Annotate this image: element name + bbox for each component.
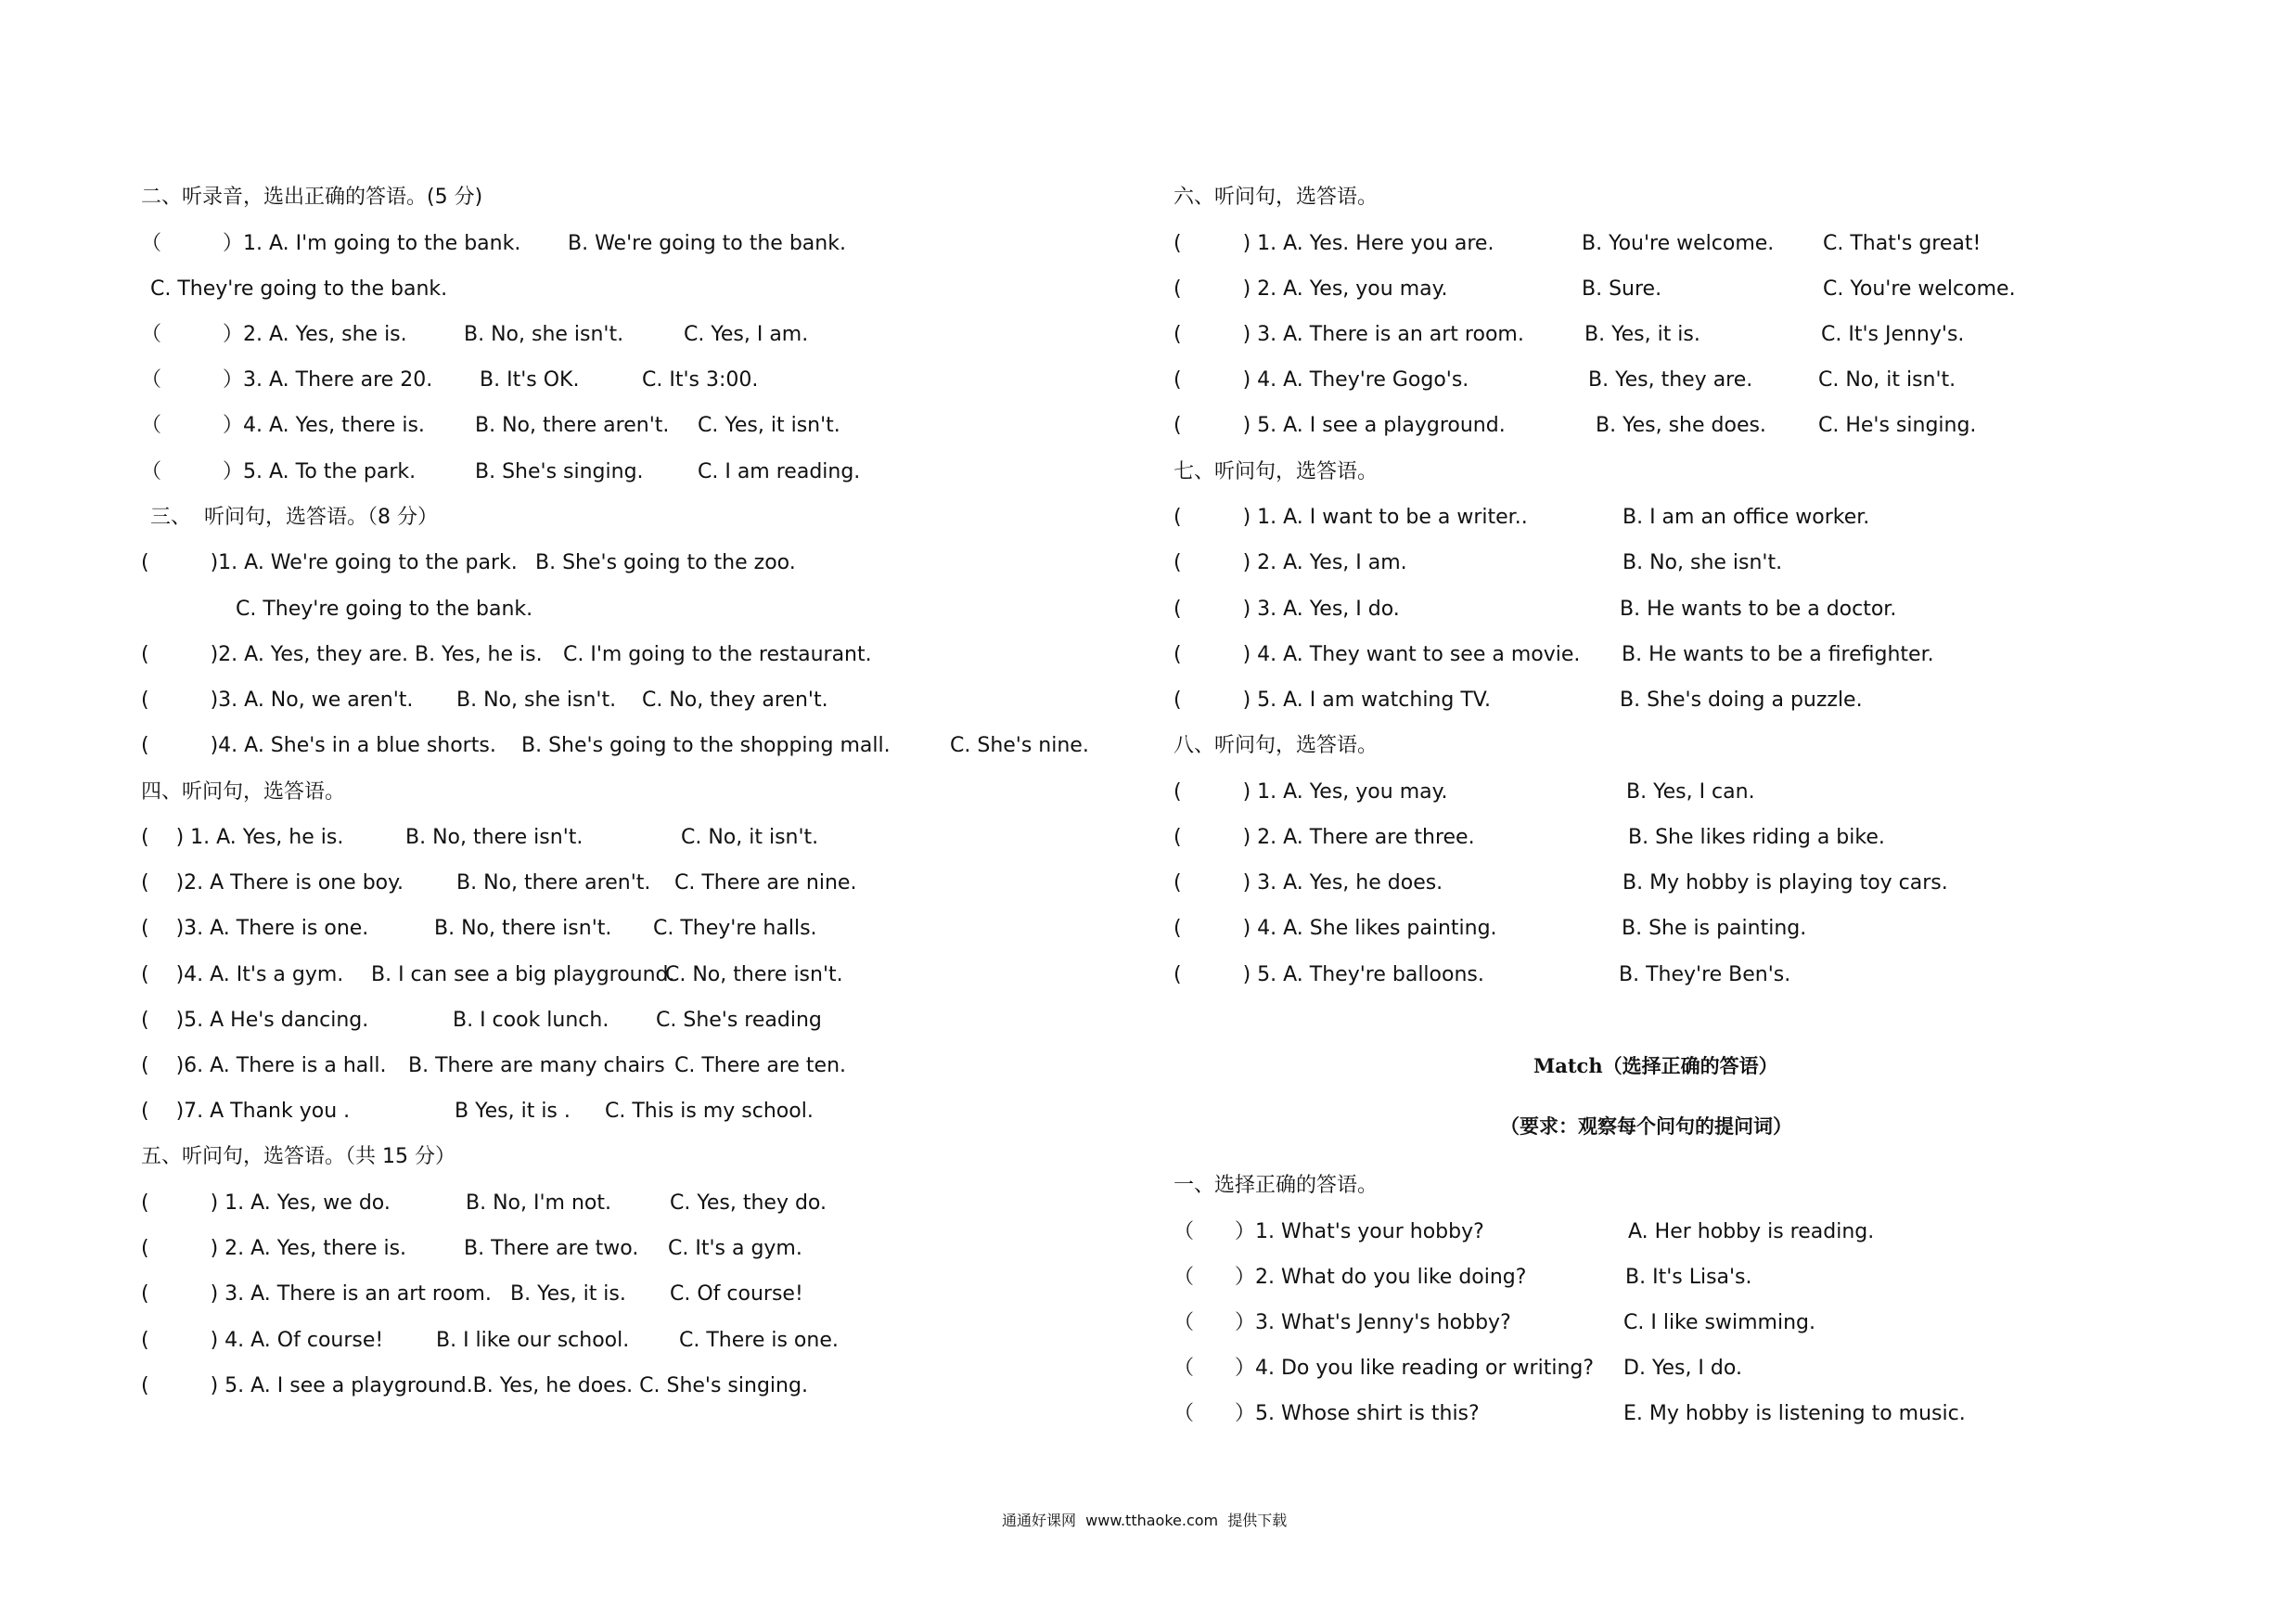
match-title: Match（选择正确的答语） [1533, 1054, 1778, 1077]
s2-q1: （ ）1. A. I'm going to the bank. [141, 232, 521, 255]
match-a2: B. It's Lisa's. [1625, 1266, 1752, 1289]
s7-q3-b: B. He wants to be a doctor. [1620, 598, 1897, 621]
s7-q1-b: B. I am an office worker. [1623, 506, 1870, 529]
s4-q2-c: C. There are nine. [674, 871, 857, 895]
s2-q2-b: B. No, she isn't. [464, 323, 624, 346]
s5-q3: ( ) 3. A. There is an art room. [141, 1282, 492, 1306]
s6-q2-b: B. Sure. [1582, 277, 1662, 301]
match-a4: D. Yes, I do. [1623, 1357, 1742, 1380]
s4-q3: ( )3. A. There is one. [141, 917, 369, 940]
section-6-heading: 六、听问句，选答语。 [1174, 186, 1379, 209]
s7-q3: ( ) 3. A. Yes, I do. [1174, 598, 1400, 621]
match-a3: C. I like swimming. [1623, 1311, 1815, 1334]
s2-q4: （ ）4. A. Yes, there is. [141, 414, 425, 437]
s5-q4: ( ) 4. A. Of course! [141, 1329, 384, 1352]
match-heading: 一、选择正确的答语。 [1174, 1174, 1379, 1197]
s2-q5: （ ）5. A. To the park. [141, 460, 417, 483]
s2-q5-b: B. She's singing. [475, 460, 644, 483]
s5-q2-b: B. There are two. [464, 1237, 639, 1260]
s5-q4-b: B. I like our school. [436, 1329, 630, 1352]
s8-q1-b: B. Yes, I can. [1626, 780, 1755, 804]
s2-q3: （ ）3. A. There are 20. [141, 368, 433, 392]
s6-q4-c: C. No, it isn't. [1818, 368, 1956, 392]
s4-q5-c: C. She's reading [656, 1009, 822, 1032]
s7-q2-b: B. No, she isn't. [1623, 551, 1783, 574]
s5-q2: ( ) 2. A. Yes, there is. [141, 1237, 407, 1260]
s4-q7-c: C. This is my school. [605, 1100, 814, 1123]
match-q1: （ ）1. What's your hobby? [1174, 1220, 1484, 1243]
s6-q4: ( ) 4. A. They're Gogo's. [1174, 368, 1469, 392]
match-a5: E. My hobby is listening to music. [1623, 1402, 1966, 1425]
s5-q1-b: B. No, I'm not. [466, 1191, 611, 1215]
s3-q3: ( )3. A. No, we aren't. [141, 689, 414, 712]
s7-q2: ( ) 2. A. Yes, I am. [1174, 551, 1407, 574]
s8-q1: ( ) 1. A. Yes, you may. [1174, 780, 1448, 804]
s8-q4: ( ) 4. A. She likes painting. [1174, 917, 1497, 940]
s4-q1-b: B. No, there isn't. [405, 826, 584, 849]
match-subtitle: （要求：观察每个问句的提问词） [1500, 1114, 1792, 1138]
s6-q3: ( ) 3. A. There is an art room. [1174, 323, 1524, 346]
s7-q4-b: B. He wants to be a firefighter. [1622, 643, 1934, 666]
match-q5: （ ）5. Whose shirt is this? [1174, 1402, 1480, 1425]
s6-q5-b: B. Yes, she does. [1596, 414, 1766, 437]
s6-q2: ( ) 2. A. Yes, you may. [1174, 277, 1448, 301]
s5-q1-c: C. Yes, they do. [670, 1191, 827, 1215]
s7-q4: ( ) 4. A. They want to see a movie. [1174, 643, 1581, 666]
s4-q3-c: C. They're halls. [653, 917, 817, 940]
s4-q4-b: B. I can see a big playground. [371, 963, 675, 986]
s5-q4-c: C. There is one. [679, 1329, 839, 1352]
section-5-heading: 五、听问句，选答语。（共 15 分） [141, 1145, 455, 1168]
s3-q3-c: C. No, they aren't. [642, 689, 828, 712]
s7-q1: ( ) 1. A. I want to be a writer.. [1174, 506, 1528, 529]
s2-q3-c: C. It's 3:00. [642, 368, 759, 392]
s8-q3: ( ) 3. A. Yes, he does. [1174, 871, 1443, 895]
s7-q5: ( ) 5. A. I am watching TV. [1174, 689, 1491, 712]
s4-q4-c: C. No, there isn't. [665, 963, 843, 986]
match-q3: （ ）3. What's Jenny's hobby? [1174, 1311, 1511, 1334]
s3-q3-b: B. No, she isn't. [456, 689, 617, 712]
s3-q4-b: B. She's going to the shopping mall. [521, 734, 891, 757]
s6-q2-c: C. You're welcome. [1823, 277, 2016, 301]
s5-q2-c: C. It's a gym. [668, 1237, 802, 1260]
s4-q5-b: B. I cook lunch. [453, 1009, 609, 1032]
match-a1: A. Her hobby is reading. [1628, 1220, 1875, 1243]
s6-q5-c: C. He's singing. [1818, 414, 1977, 437]
s3-q4: ( )4. A. She's in a blue shorts. [141, 734, 496, 757]
s8-q5: ( ) 5. A. They're balloons. [1174, 963, 1484, 986]
s6-q3-c: C. It's Jenny's. [1821, 323, 1965, 346]
s7-q5-b: B. She's doing a puzzle. [1620, 689, 1863, 712]
section-4-heading: 四、听问句，选答语。 [141, 780, 346, 804]
s4-q6-b: B. There are many chairs [408, 1054, 665, 1077]
s4-q1-c: C. No, it isn't. [681, 826, 819, 849]
s6-q5: ( ) 5. A. I see a playground. [1174, 414, 1506, 437]
s8-q3-b: B. My hobby is playing toy cars. [1623, 871, 1948, 895]
match-q2: （ ）2. What do you like doing? [1174, 1266, 1527, 1289]
s4-q7-b: B Yes, it is . [455, 1100, 571, 1123]
s6-q3-b: B. Yes, it is. [1584, 323, 1700, 346]
s3-q1: ( )1. A. We're going to the park. [141, 551, 518, 574]
s2-q2-c: C. Yes, I am. [684, 323, 809, 346]
s2-q4-c: C. Yes, it isn't. [698, 414, 840, 437]
s6-q4-b: B. Yes, they are. [1588, 368, 1753, 392]
s4-q7: ( )7. A Thank you . [141, 1100, 351, 1123]
s5-q1: ( ) 1. A. Yes, we do. [141, 1191, 391, 1215]
section-2-heading: 二、听录音，选出正确的答语。(5 分) [141, 186, 483, 209]
s2-q2: （ ）2. A. Yes, she is. [141, 323, 407, 346]
s8-q2: ( ) 2. A. There are three. [1174, 826, 1475, 849]
s3-q2: ( )2. A. Yes, they are. B. Yes, he is. [141, 643, 543, 666]
s4-q4: ( )4. A. It's a gym. [141, 963, 344, 986]
s2-q1-b: B. We're going to the bank. [568, 232, 846, 255]
s2-q5-c: C. I am reading. [698, 460, 861, 483]
s4-q3-b: B. No, there isn't. [434, 917, 612, 940]
s4-q6-c: C. There are ten. [674, 1054, 847, 1077]
s4-q5: ( )5. A He's dancing. [141, 1009, 369, 1032]
s5-q3-c: C. Of course! [670, 1282, 803, 1306]
s4-q2-b: B. No, there aren't. [456, 871, 651, 895]
s3-q4-c: C. She's nine. [950, 734, 1089, 757]
footer-credit: 通通好课网 www.tthaoke.com 提供下载 [1002, 1512, 1288, 1529]
s2-q3-b: B. It's OK. [480, 368, 580, 392]
s2-q4-b: B. No, there aren't. [475, 414, 670, 437]
match-q4: （ ）4. Do you like reading or writing? [1174, 1357, 1595, 1380]
s4-q2: ( )2. A There is one boy. [141, 871, 404, 895]
s8-q5-b: B. They're Ben's. [1619, 963, 1791, 986]
s8-q4-b: B. She is painting. [1622, 917, 1807, 940]
s4-q6: ( )6. A. There is a hall. [141, 1054, 387, 1077]
s3-q1-c: C. They're going to the bank. [236, 598, 533, 621]
section-7-heading: 七、听问句，选答语。 [1174, 460, 1379, 483]
s8-q2-b: B. She likes riding a bike. [1628, 826, 1885, 849]
s2-q1-c: C. They're going to the bank. [150, 277, 448, 301]
s6-q1-b: B. You're welcome. [1582, 232, 1775, 255]
s3-q2-c: C. I'm going to the restaurant. [563, 643, 872, 666]
s4-q1: ( ) 1. A. Yes, he is. [141, 826, 344, 849]
s5-q3-b: B. Yes, it is. [510, 1282, 626, 1306]
s6-q1-c: C. That's great! [1823, 232, 1982, 255]
s6-q1: ( ) 1. A. Yes. Here you are. [1174, 232, 1494, 255]
s3-q1-b: B. She's going to the zoo. [535, 551, 796, 574]
s5-q5: ( ) 5. A. I see a playground.B. Yes, he does. C. She's singing. [141, 1374, 808, 1397]
section-3-heading: 三、 听问句，选答语。（8 分） [150, 506, 438, 529]
section-8-heading: 八、听问句，选答语。 [1174, 734, 1379, 757]
